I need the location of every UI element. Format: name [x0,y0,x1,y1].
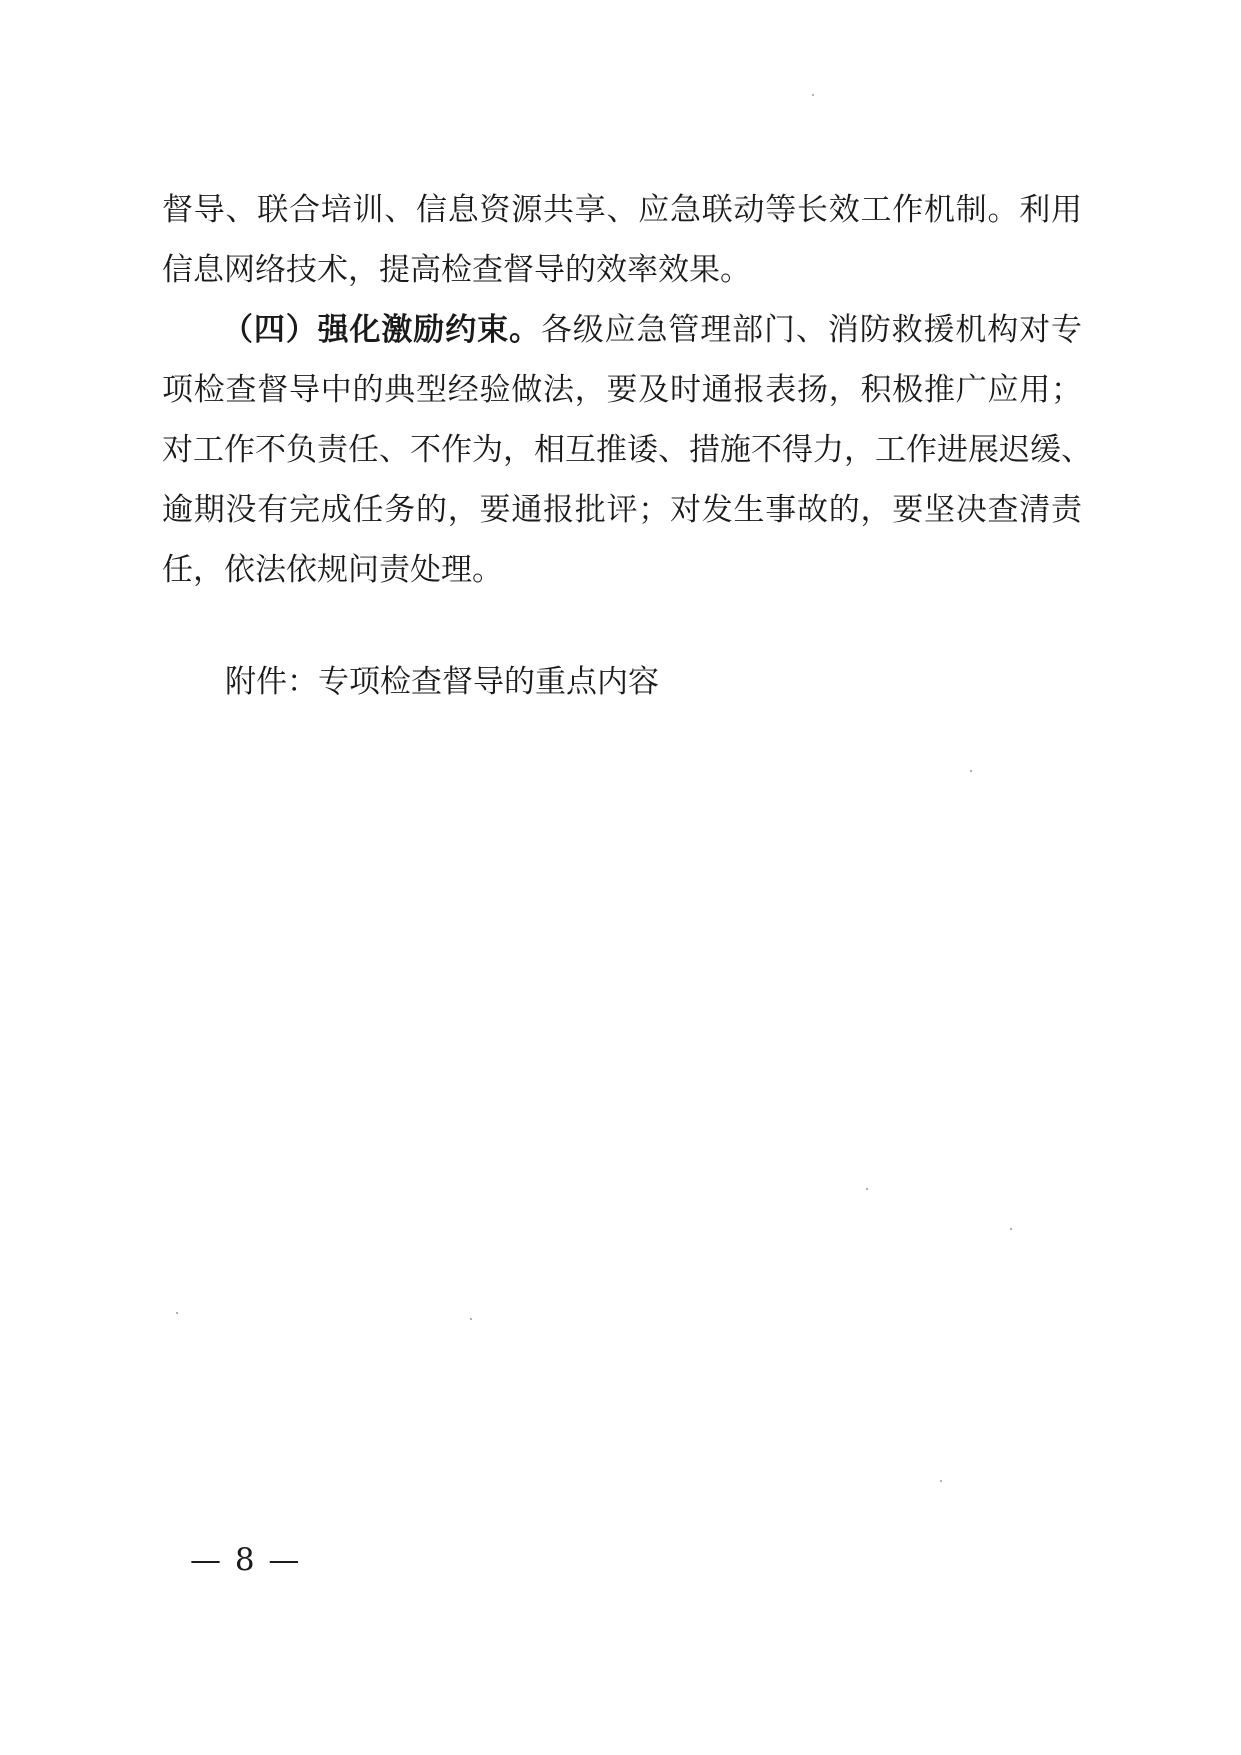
paragraph-2-line-1 [222,308,1082,352]
scan-speck [1010,1228,1012,1230]
attachment-reference: 附件：专项检查督导的重点内容 [225,664,659,700]
paragraph-2-line-5: 任，依法依规问责处理。 [162,552,503,588]
scan-speck [812,94,814,96]
paragraph-2-line-4: 逾期没有完成任务的，要通报批评；对发生事故的，要坚决查清责 [162,492,1082,528]
scan-speck [940,1480,942,1482]
scan-speck [970,770,972,772]
paragraph-1-line-1: 督导、联合培训、信息资源共享、应急联动等长效工作机制。利用 [162,192,1082,228]
page-number: — 8 — [190,1542,302,1578]
scan-speck [176,1312,178,1314]
paragraph-2-heading: （四）强化激励约束。 [222,312,541,348]
scan-speck [470,1318,472,1320]
paragraph-2-line-1-text: 各级应急管理部门、消防救援机构对专 [540,312,1083,348]
paragraph-2-line-2: 项检查督导中的典型经验做法，要及时通报表扬，积极推广应用； [162,372,1082,408]
paragraph-1-line-2: 信息网络技术，提高检查督导的效率效果。 [162,252,751,288]
paragraph-2-line-3: 对工作不负责任、不作为，相互推诿、措施不得力，工作进展迟缓、 [162,432,1092,468]
scan-speck [866,1188,868,1190]
